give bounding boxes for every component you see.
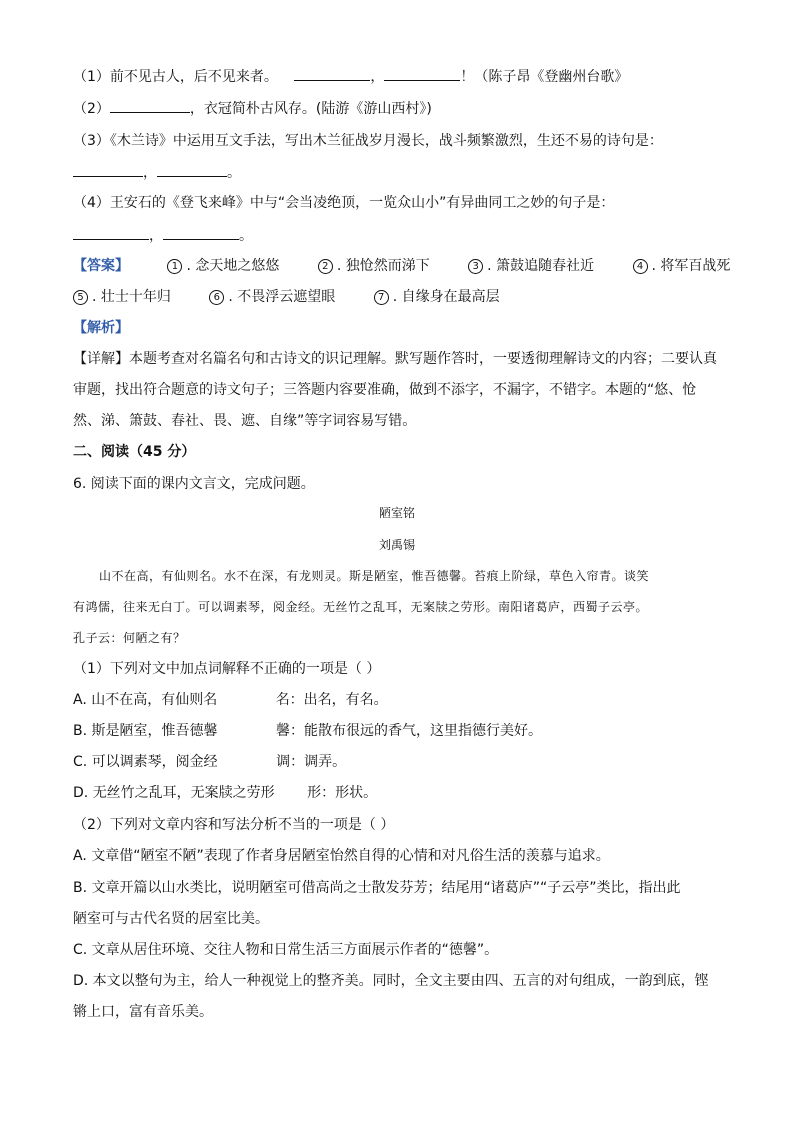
poem-body	[73, 561, 723, 654]
answer-blank[interactable]	[384, 66, 460, 81]
detail-tag: 【详解】	[73, 351, 129, 367]
answer-blank[interactable]	[73, 225, 149, 240]
q6-intro: 6. 阅读下面的课内文言文，完成问题。	[73, 476, 315, 492]
answer-tag: 【答案】	[73, 258, 129, 274]
section-heading: 二、阅读（45 分）	[73, 444, 196, 460]
separator: ，	[370, 69, 385, 85]
sub2-option-a: A. 文章借“陋室不陋”表现了作者身居陋室怡然自得的心情和对凡俗生活的羡慕与追求。	[73, 848, 610, 864]
detail-line-1: 【详解】本题考查对名篇名句和古诗文的识记理解。默写题作答时，一要透彻理解诗文的内容；二要认真	[73, 351, 717, 367]
separator: ，	[143, 165, 157, 181]
answer-item: 6 . 不畏浮云遮望眼	[209, 287, 335, 307]
q5-item3: （3）《木兰诗》中运用互文手法，写出木兰征战岁月漫长，战斗频繁激烈，生还不易的诗句是：	[73, 133, 663, 149]
answer-item: 7 . 自缘身在最高层	[374, 287, 500, 307]
answer-row-2	[73, 287, 534, 307]
sub2-option-c: C. 文章从居住环境、交往人物和日常生活三方面展示作者的“德馨”。	[73, 942, 499, 958]
sub2-option-d-cont: 锵上口，富有音乐美。	[73, 1004, 213, 1020]
sub1-option-d: D. 无丝竹之乱耳，无案牍之劳形 形：形状。	[73, 785, 378, 801]
circled-number: 1	[167, 259, 182, 274]
answer-blank[interactable]	[110, 98, 190, 113]
q5-item3-blanks	[73, 162, 241, 183]
sub1-option-c: C. 可以调素琴，阅金经 调：调弄。	[73, 754, 347, 770]
sub2-stem: （2）下列对文章内容和写法分析不当的一项是（ ）	[73, 817, 395, 833]
analysis-tag: 【解析】	[73, 320, 129, 336]
poem-author: 刘禹锡	[378, 538, 415, 552]
circled-number: 5	[73, 290, 88, 305]
q5-item4-blanks	[73, 225, 253, 246]
sub1-option-b: B. 斯是陋室，惟吾德馨 馨：能散布很远的香气，这里指德行美好。	[73, 723, 542, 739]
sub2-option-d: D. 本文以整句为主，给人一种视觉上的整齐美。同时，全文主要由四、五言的对句组成，一韵到底，铿	[73, 973, 709, 989]
answer-blank[interactable]	[157, 162, 227, 177]
q5-item4: （4）王安石的《登飞来峰》中与“会当凌绝顶，一览众山小”有异曲同工之妙的句子是：	[73, 195, 615, 211]
circled-number: 6	[209, 290, 224, 305]
poem-line: 有鸿儒，往来无白丁。可以调素琴，阅金经。无丝竹之乱耳，无案牍之劳形。南阳诸葛庐，西蜀子云亭。	[73, 600, 649, 614]
separator: ，	[149, 228, 163, 244]
separator: 。	[239, 228, 253, 244]
answer-item: 5 . 壮士十年归	[73, 287, 171, 307]
q5-item1-source: ！（陈子昂《登幽州台歌》	[460, 69, 629, 85]
circled-number: 7	[374, 290, 389, 305]
sub1-stem: （1）下列对文中加点词解释不正确的一项是（ ）	[73, 661, 381, 677]
q5-item1	[73, 66, 628, 87]
poem-line: 山不在高，有仙则名。水不在深，有龙则灵。斯是陋室，惟吾德馨。苔痕上阶绿，草色入帘青。谈笑	[99, 569, 650, 583]
answer-blank[interactable]	[163, 225, 239, 240]
sub2-option-b-cont: 陋室可与古代名贤的居室比美。	[73, 911, 269, 927]
detail-line-3: 然、涕、箫鼓、春社、畏、遮、自缘”等字词容易写错。	[73, 413, 417, 429]
sub2-option-b: B. 文章开篇以山水类比，说明陋室可借高尚之士散发芬芳；结尾用“诸葛庐”“子云亭”类比，指出此	[73, 880, 681, 896]
q5-item2	[73, 98, 432, 119]
answer-row-1	[73, 256, 730, 276]
circled-number: 2	[318, 259, 333, 274]
poem-title: 陋室铭	[378, 506, 415, 520]
answer-blank[interactable]	[294, 66, 370, 81]
answer-blank[interactable]	[73, 162, 143, 177]
q5-item2-text: ，衣冠简朴古风存。(陆游《游山西村》)	[189, 101, 432, 117]
answer-item: 3 . 箫鼓追随春社近	[468, 256, 594, 276]
separator: 。	[227, 165, 241, 181]
sub1-option-a: A. 山不在高，有仙则名 名：出名，有名。	[73, 692, 388, 708]
answer-item: 2 . 独怆然而涕下	[318, 256, 430, 276]
q5-item1-text: （1）前不见古人，后不见来者。	[73, 69, 278, 85]
answer-item: 4 . 将军百战死	[633, 256, 731, 276]
poem-line: 孔子云：何陋之有？	[73, 631, 186, 645]
circled-number: 3	[468, 259, 483, 274]
detail-line-2: 审题，找出符合题意的诗文句子；三答题内容要准确，做到不添字，不漏字，不错字。本题的“悠、怆	[73, 382, 697, 398]
q5-item2-label: （2）	[73, 101, 110, 117]
answer-item: 1 . 念天地之悠悠	[167, 256, 279, 276]
circled-number: 4	[633, 259, 648, 274]
